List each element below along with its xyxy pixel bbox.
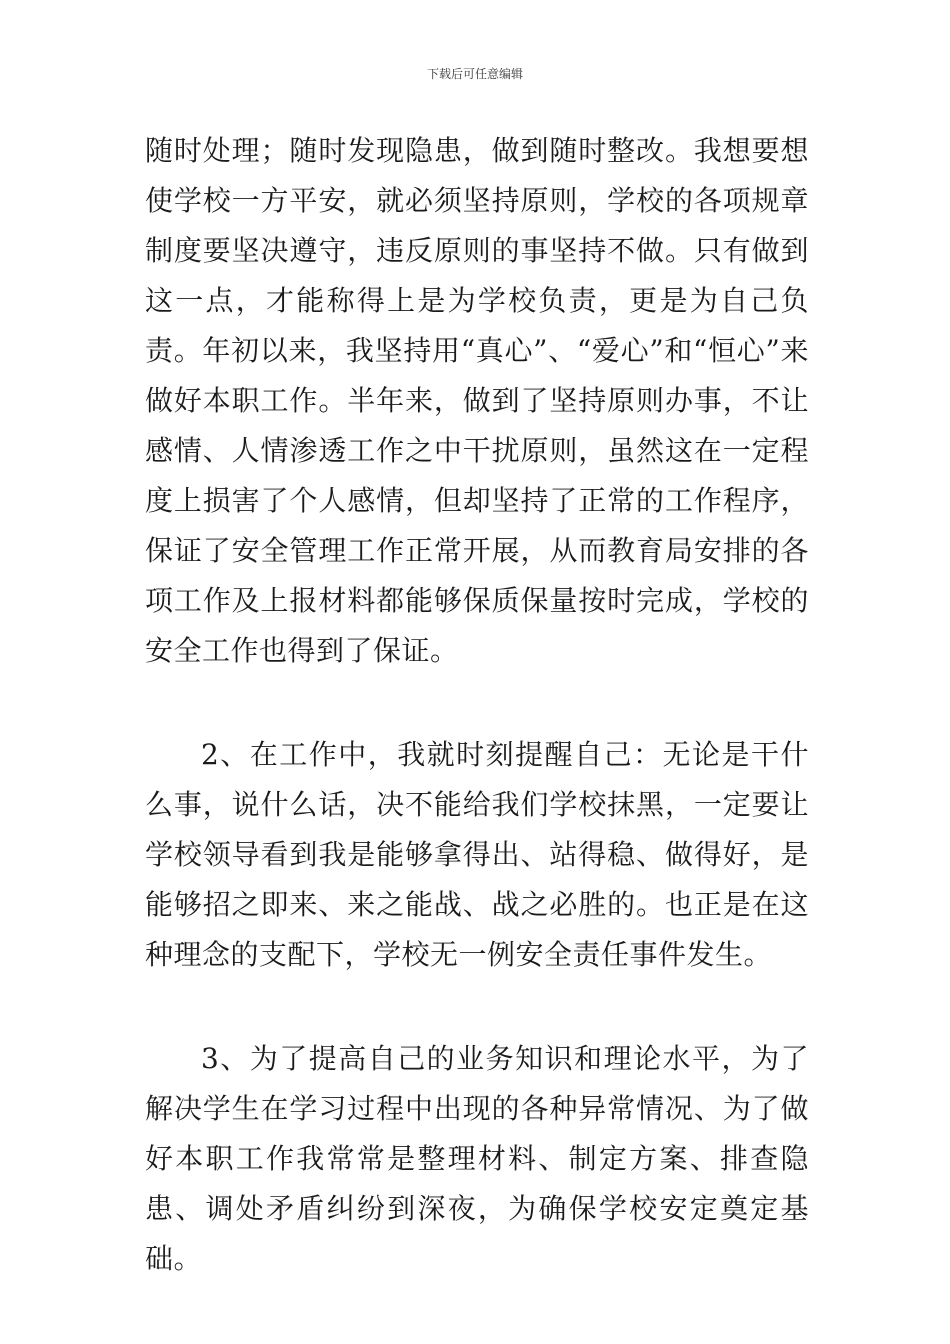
paragraph-2: 2、在工作中，我就时刻提醒自己：无论是干什么事，说什么话，决不能给我们学校抹黑，一定要让学校领导看到我是能够拿得出、站得稳、做得好，是能够招之即来、来之能战、战之必胜的。也正是在这种理念的支配下，学校无一例安全责任事件发生。 <box>145 738 809 971</box>
paragraph-1: 随时处理；随时发现隐患，做到随时整改。我想要想使学校一方平安，就必须坚持原则，学校的各项规章制度要坚决遵守，违反原则的事坚持不做。只有做到这一点，才能称得上是为学校负责，更是为自己负责。年初以来，我坚持用“真心”、“爱心”和“恒心”来做好本职工作。半年来，做到了坚持原则办事，不让感情、人情渗透工作之中干扰原则，虽然这在一定程度上损害了个人感情，但却坚持了正常的工作程序，保证了安全管理工作正常开展，从而教育局安排的各项工作及上报材料都能够保质保量按时完成，学校的安全工作也得到了保证。 <box>145 134 809 667</box>
paragraph-gap <box>145 676 809 730</box>
document-body <box>145 126 809 1284</box>
paragraph-3: 3、为了提高自己的业务知识和理论水平，为了解决学生在学习过程中出现的各种异常情况、为了做好本职工作我常常是整理材料、制定方案、排查隐患、调处矛盾纠纷到深夜，为确保学校安定奠定基础。 <box>145 1042 809 1275</box>
header-note: 下载后可任意编辑 <box>426 67 523 81</box>
paragraph-gap <box>145 980 809 1034</box>
